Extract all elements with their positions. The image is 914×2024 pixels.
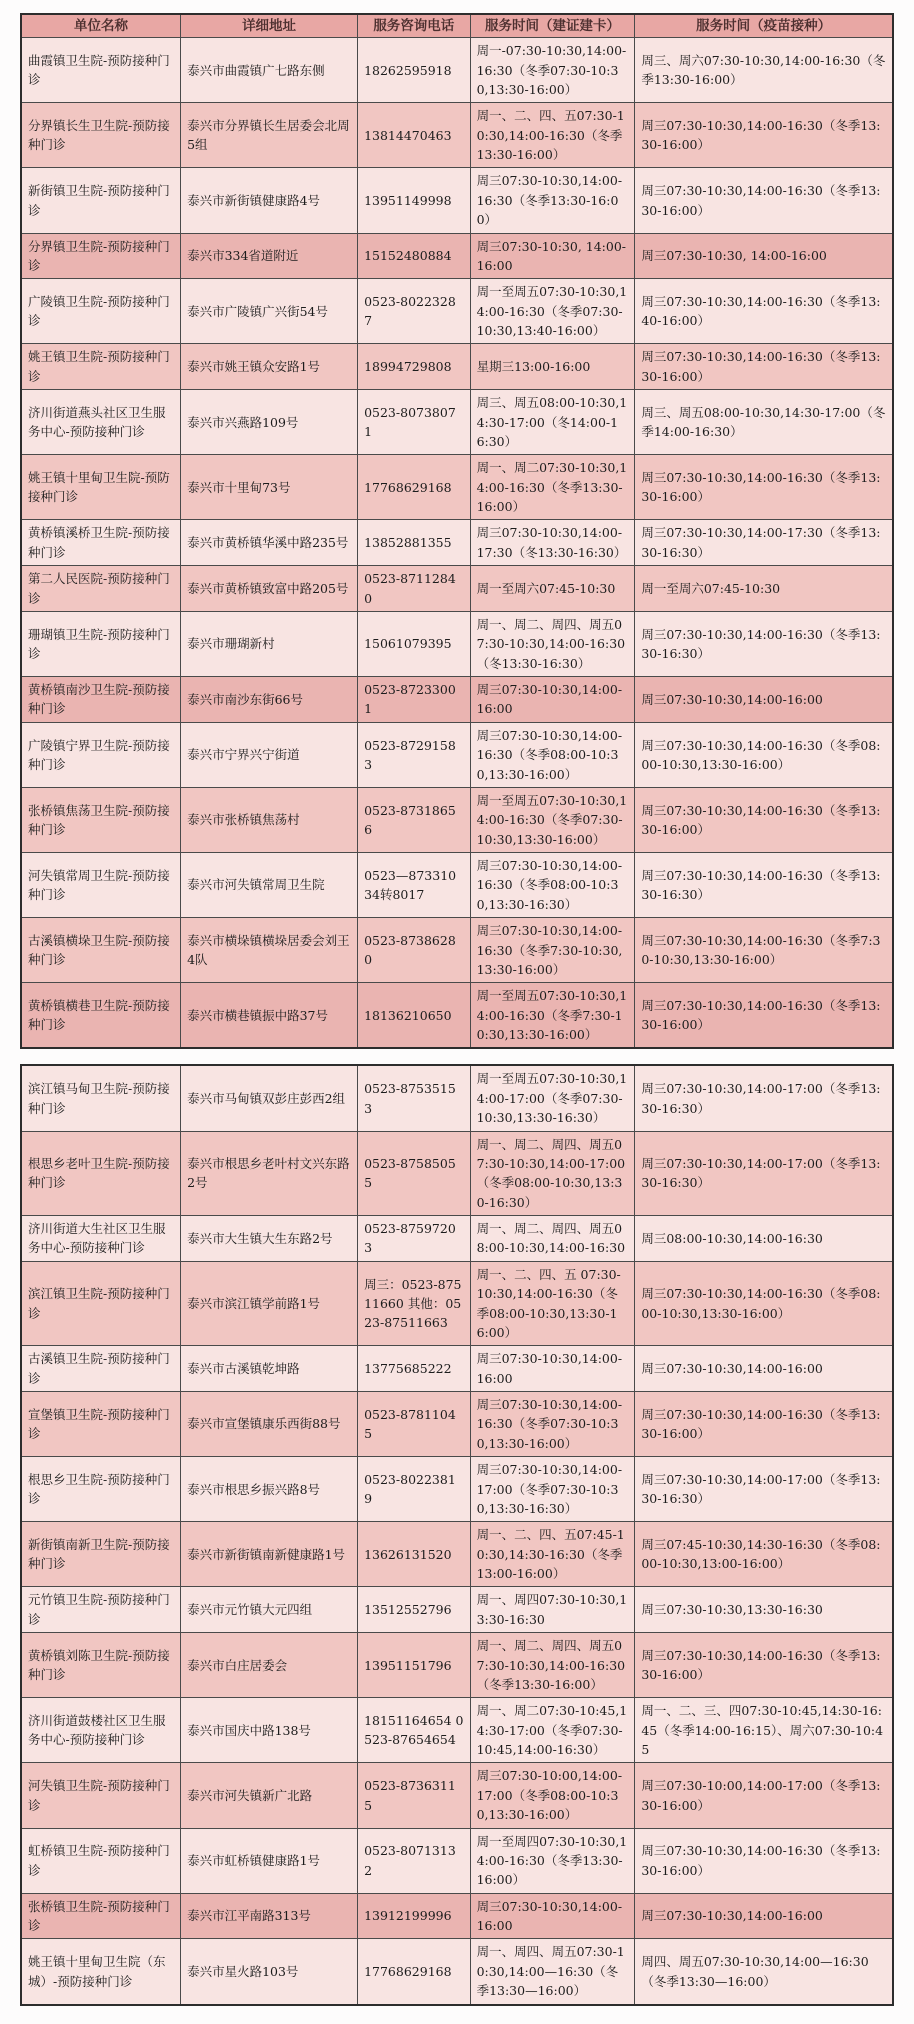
time-vaccine-cell: 周三07:30-10:30,14:00-17:00（冬季13:30-16:30） bbox=[635, 1065, 893, 1131]
phone-cell: 13512552796 bbox=[358, 1587, 470, 1633]
table-row bbox=[21, 1587, 893, 1633]
unit-name-cell: 古溪镇横垛卫生院-预防接种门诊 bbox=[21, 918, 181, 983]
address-cell: 泰兴市元竹镇大元四组 bbox=[181, 1587, 358, 1633]
time-card-cell: 周一-07:30-10:30,14:00-16:30（冬季07:30-10:30,13:30-16:00） bbox=[470, 38, 635, 103]
table-row bbox=[21, 1633, 893, 1698]
table-row bbox=[21, 1131, 893, 1216]
phone-cell: 0523-87291583 bbox=[358, 722, 470, 787]
column-header-time-card: 服务时间（建证建卡） bbox=[470, 14, 635, 38]
time-vaccine-cell: 周一至周六07:45-10:30 bbox=[635, 566, 893, 612]
address-cell: 泰兴市南沙东街66号 bbox=[181, 677, 358, 723]
time-vaccine-cell: 周三07:30-10:30,14:00-16:30（冬季08:00-10:30,13:30-16:00） bbox=[635, 722, 893, 787]
time-card-cell: 周一、周二、周四、周五07:30-10:30,14:00-16:30（冬季13:30-16:00） bbox=[470, 1633, 635, 1698]
unit-name-cell: 黄桥镇刘陈卫生院-预防接种门诊 bbox=[21, 1633, 181, 1698]
table-gap bbox=[20, 1049, 894, 1064]
time-card-cell: 周三07:30-10:30,14:00-16:30（冬季07:30-10:30,13:30-16:00） bbox=[470, 1392, 635, 1457]
time-vaccine-cell: 周三07:30-10:30, 14:00-16:00 bbox=[635, 233, 893, 279]
unit-name-cell: 河失镇卫生院-预防接种门诊 bbox=[21, 1763, 181, 1828]
clinic-table-2 bbox=[20, 1064, 894, 2005]
table-row bbox=[21, 1216, 893, 1262]
time-card-cell: 周三07:30-10:00,14:00-17:00（冬季08:00-10:30,13:30-16:00） bbox=[470, 1763, 635, 1828]
table-row bbox=[21, 677, 893, 723]
time-vaccine-cell: 周三07:30-10:30,14:00-17:00（冬季13:30-16:30） bbox=[635, 1131, 893, 1216]
table-row bbox=[21, 1457, 893, 1522]
unit-name-cell: 黄桥镇南沙卫生院-预防接种门诊 bbox=[21, 677, 181, 723]
time-card-cell: 周一、周二07:30-10:45,14:30-17:00（冬季07:30-10:45,14:00-16:30） bbox=[470, 1698, 635, 1763]
time-vaccine-cell: 周三07:30-10:30,14:00-16:00 bbox=[635, 1893, 893, 1939]
table-row bbox=[21, 1392, 893, 1457]
phone-cell: 17768629168 bbox=[358, 1939, 470, 2005]
table-row bbox=[21, 853, 893, 918]
address-cell: 泰兴市黄桥镇致富中路205号 bbox=[181, 566, 358, 612]
table-row bbox=[21, 1939, 893, 2005]
phone-cell: 13626131520 bbox=[358, 1522, 470, 1587]
phone-cell: 0523-87386280 bbox=[358, 918, 470, 983]
table-header-row bbox=[21, 14, 893, 38]
phone-cell: 0523-80713132 bbox=[358, 1828, 470, 1893]
address-cell: 泰兴市新街镇健康路4号 bbox=[181, 168, 358, 233]
unit-name-cell: 根思乡老叶卫生院-预防接种门诊 bbox=[21, 1131, 181, 1216]
table-row bbox=[21, 520, 893, 566]
address-cell: 泰兴市334省道附近 bbox=[181, 233, 358, 279]
address-cell: 泰兴市横巷镇振中路37号 bbox=[181, 983, 358, 1049]
column-header-address: 详细地址 bbox=[181, 14, 358, 38]
table-row bbox=[21, 1065, 893, 1131]
address-cell: 泰兴市张桥镇焦荡村 bbox=[181, 787, 358, 852]
time-vaccine-cell: 周三07:30-10:30,14:00-17:00（冬季13:30-16:30） bbox=[635, 1457, 893, 1522]
unit-name-cell: 曲霞镇卫生院-预防接种门诊 bbox=[21, 38, 181, 103]
address-cell: 泰兴市根思乡老叶村文兴东路2号 bbox=[181, 1131, 358, 1216]
phone-cell: 15152480884 bbox=[358, 233, 470, 279]
time-card-cell: 周三07:30-10:30,14:00-16:00 bbox=[470, 677, 635, 723]
address-cell: 泰兴市十里甸73号 bbox=[181, 455, 358, 520]
table-row bbox=[21, 611, 893, 676]
address-cell: 泰兴市河失镇常周卫生院 bbox=[181, 853, 358, 918]
address-cell: 泰兴市白庄居委会 bbox=[181, 1633, 358, 1698]
table-row bbox=[21, 168, 893, 233]
phone-cell: 13951151796 bbox=[358, 1633, 470, 1698]
phone-cell: 0523-80223287 bbox=[358, 279, 470, 344]
time-vaccine-cell: 周一、二、三、四07:30-10:45,14:30-16:45（冬季14:00-16:15）、周六07:30-10:45 bbox=[635, 1698, 893, 1763]
address-cell: 泰兴市广陵镇广兴街54号 bbox=[181, 279, 358, 344]
unit-name-cell: 新街镇卫生院-预防接种门诊 bbox=[21, 168, 181, 233]
phone-cell: 13814470463 bbox=[358, 103, 470, 168]
column-header-unit-name: 单位名称 bbox=[21, 14, 181, 38]
unit-name-cell: 济川街道大生社区卫生服务中心-预防接种门诊 bbox=[21, 1216, 181, 1262]
time-vaccine-cell: 周四、周五07:30-10:30,14:00—16:30（冬季13:30—16:00） bbox=[635, 1939, 893, 2005]
time-vaccine-cell: 周三07:30-10:30,14:00-16:30（冬季13:30-16:00） bbox=[635, 455, 893, 520]
unit-name-cell: 元竹镇卫生院-预防接种门诊 bbox=[21, 1587, 181, 1633]
table-row bbox=[21, 1261, 893, 1346]
time-vaccine-cell: 周三07:30-10:00,14:00-17:00（冬季13:30-16:00） bbox=[635, 1763, 893, 1828]
unit-name-cell: 济川街道燕头社区卫生服务中心-预防接种门诊 bbox=[21, 390, 181, 455]
time-vaccine-cell: 周三07:30-10:30,14:00-16:30（冬季13:30-16:00） bbox=[635, 1828, 893, 1893]
time-vaccine-cell: 周三、周六07:30-10:30,14:00-16:30（冬季13:30-16:00） bbox=[635, 38, 893, 103]
phone-cell: 周三：0523-87511660 其他：0523-87511663 bbox=[358, 1261, 470, 1346]
table-row bbox=[21, 1522, 893, 1587]
column-header-time-vaccine: 服务时间（疫苗接种） bbox=[635, 14, 893, 38]
time-card-cell: 周三07:30-10:30,14:00-16:30（冬季08:00-10:30,13:30-16:00） bbox=[470, 722, 635, 787]
phone-cell: 18994729808 bbox=[358, 344, 470, 390]
time-card-cell: 周一、周四07:30-10:30,13:30-16:30 bbox=[470, 1587, 635, 1633]
phone-cell: 13951149998 bbox=[358, 168, 470, 233]
address-cell: 泰兴市黄桥镇华溪中路235号 bbox=[181, 520, 358, 566]
address-cell: 泰兴市古溪镇乾坤路 bbox=[181, 1346, 358, 1392]
time-card-cell: 周一、二、四、五07:30-10:30,14:00-16:30（冬季13:30-16:00） bbox=[470, 103, 635, 168]
table-row bbox=[21, 722, 893, 787]
phone-cell: 0523-87597203 bbox=[358, 1216, 470, 1262]
time-vaccine-cell: 周三07:30-10:30,14:00-16:30（冬季13:30-16:00） bbox=[635, 1633, 893, 1698]
unit-name-cell: 第二人民医院-预防接种门诊 bbox=[21, 566, 181, 612]
phone-cell: 17768629168 bbox=[358, 455, 470, 520]
phone-cell: 0523-87318656 bbox=[358, 787, 470, 852]
time-vaccine-cell: 周三07:30-10:30,14:00-16:30（冬季13:30-16:30） bbox=[635, 611, 893, 676]
address-cell: 泰兴市河失镇新广北路 bbox=[181, 1763, 358, 1828]
phone-cell: 0523-87233001 bbox=[358, 677, 470, 723]
time-card-cell: 周三07:30-10:30,14:00-17:30（冬13:30-16:30） bbox=[470, 520, 635, 566]
unit-name-cell: 姚王镇卫生院-预防接种门诊 bbox=[21, 344, 181, 390]
table-row bbox=[21, 983, 893, 1049]
table-row bbox=[21, 918, 893, 983]
time-vaccine-cell: 周三07:30-10:30,14:00-16:00 bbox=[635, 677, 893, 723]
table-row bbox=[21, 566, 893, 612]
unit-name-cell: 张桥镇卫生院-预防接种门诊 bbox=[21, 1893, 181, 1939]
unit-name-cell: 黄桥镇溪桥卫生院-预防接种门诊 bbox=[21, 520, 181, 566]
time-card-cell: 星期三13:00-16:00 bbox=[470, 344, 635, 390]
time-card-cell: 周三07:30-10:30,14:00-16:30（冬季08:00-10:30,13:30-16:30） bbox=[470, 853, 635, 918]
address-cell: 泰兴市星火路103号 bbox=[181, 1939, 358, 2005]
address-cell: 泰兴市滨江镇学前路1号 bbox=[181, 1261, 358, 1346]
unit-name-cell: 姚王镇十里甸卫生院（东城）-预防接种门诊 bbox=[21, 1939, 181, 2005]
unit-name-cell: 分界镇长生卫生院-预防接种门诊 bbox=[21, 103, 181, 168]
phone-cell: 0523-87112840 bbox=[358, 566, 470, 612]
time-vaccine-cell: 周三07:30-10:30,14:00-16:30（冬季13:30-16:00） bbox=[635, 787, 893, 852]
time-card-cell: 周三、周五08:00-10:30,14:30-17:00（冬14:00-16:30） bbox=[470, 390, 635, 455]
time-card-cell: 周三07:30-10:30,14:00-17:00（冬季07:30-10:30,13:30-16:30） bbox=[470, 1457, 635, 1522]
column-header-phone: 服务咨询电话 bbox=[358, 14, 470, 38]
phone-cell: 13775685222 bbox=[358, 1346, 470, 1392]
unit-name-cell: 广陵镇卫生院-预防接种门诊 bbox=[21, 279, 181, 344]
time-card-cell: 周三07:30-10:30,14:00-16:30（冬季13:30-16:00） bbox=[470, 168, 635, 233]
unit-name-cell: 分界镇卫生院-预防接种门诊 bbox=[21, 233, 181, 279]
time-card-cell: 周一、周二、周四、周五07:30-10:30,14:00-17:00（冬季08:00-10:30,13:30-16:30） bbox=[470, 1131, 635, 1216]
unit-name-cell: 河失镇常周卫生院-预防接种门诊 bbox=[21, 853, 181, 918]
table-row bbox=[21, 1893, 893, 1939]
phone-cell: 0523-87363115 bbox=[358, 1763, 470, 1828]
time-vaccine-cell: 周三08:00-10:30,14:00-16:30 bbox=[635, 1216, 893, 1262]
address-cell: 泰兴市珊瑚新村 bbox=[181, 611, 358, 676]
time-card-cell: 周一至周五07:30-10:30,14:00-16:30（冬季7:30-10:30,13:30-16:00） bbox=[470, 983, 635, 1049]
address-cell: 泰兴市曲霞镇广七路东侧 bbox=[181, 38, 358, 103]
address-cell: 泰兴市姚王镇众安路1号 bbox=[181, 344, 358, 390]
address-cell: 泰兴市新街镇南新健康路1号 bbox=[181, 1522, 358, 1587]
phone-cell: 0523-87585055 bbox=[358, 1131, 470, 1216]
phone-cell: 15061079395 bbox=[358, 611, 470, 676]
time-vaccine-cell: 周三07:30-10:30,14:00-16:30（冬季13:30-16:00） bbox=[635, 344, 893, 390]
phone-cell: 0523-80738071 bbox=[358, 390, 470, 455]
address-cell: 泰兴市江平南路313号 bbox=[181, 1893, 358, 1939]
time-card-cell: 周一至周五07:30-10:30,14:00-16:30（冬季07:30-10:30,13:40-16:00） bbox=[470, 279, 635, 344]
phone-cell: 18262595918 bbox=[358, 38, 470, 103]
time-vaccine-cell: 周三07:30-10:30,14:00-16:30（冬季13:30-16:00） bbox=[635, 168, 893, 233]
address-cell: 泰兴市根思乡振兴路8号 bbox=[181, 1457, 358, 1522]
time-vaccine-cell: 周三07:30-10:30,14:00-16:30（冬季13:30-16:00） bbox=[635, 103, 893, 168]
unit-name-cell: 古溪镇卫生院-预防接种门诊 bbox=[21, 1346, 181, 1392]
time-vaccine-cell: 周三07:30-10:30,14:00-16:30（冬季08:00-10:30,13:30-16:00） bbox=[635, 1261, 893, 1346]
time-vaccine-cell: 周三、周五08:00-10:30,14:30-17:00（冬季14:00-16:30） bbox=[635, 390, 893, 455]
phone-cell: 18151164654 0523-87654654 bbox=[358, 1698, 470, 1763]
unit-name-cell: 虹桥镇卫生院-预防接种门诊 bbox=[21, 1828, 181, 1893]
time-card-cell: 周一至周四07:30-10:30,14:00-16:30（冬季13:30-16:00） bbox=[470, 1828, 635, 1893]
address-cell: 泰兴市横垛镇横垛居委会刘王4队 bbox=[181, 918, 358, 983]
unit-name-cell: 广陵镇宁界卫生院-预防接种门诊 bbox=[21, 722, 181, 787]
time-card-cell: 周三07:30-10:30,14:00-16:00 bbox=[470, 1893, 635, 1939]
time-vaccine-cell: 周三07:30-10:30,14:00-16:30（冬季7:30-10:30,13:30-16:00） bbox=[635, 918, 893, 983]
time-vaccine-cell: 周三07:30-10:30,14:00-16:30（冬季13:40-16:00） bbox=[635, 279, 893, 344]
time-card-cell: 周一至周五07:30-10:30,14:00-16:30（冬季07:30-10:30,13:30-16:00） bbox=[470, 787, 635, 852]
time-card-cell: 周一、二、四、五07:45-10:30,14:30-16:30（冬季13:00-16:00） bbox=[470, 1522, 635, 1587]
time-card-cell: 周一、周二、周四、周五08:00-10:30,14:00-16:30 bbox=[470, 1216, 635, 1262]
unit-name-cell: 张桥镇焦荡卫生院-预防接种门诊 bbox=[21, 787, 181, 852]
time-card-cell: 周一至周五07:30-10:30,14:00-17:00（冬季07:30-10:30,13:30-16:30） bbox=[470, 1065, 635, 1131]
phone-cell: 0523—87331034转8017 bbox=[358, 853, 470, 918]
address-cell: 泰兴市虹桥镇健康路1号 bbox=[181, 1828, 358, 1893]
unit-name-cell: 珊瑚镇卫生院-预防接种门诊 bbox=[21, 611, 181, 676]
address-cell: 泰兴市分界镇长生居委会北周5组 bbox=[181, 103, 358, 168]
time-card-cell: 周三07:30-10:30, 14:00-16:00 bbox=[470, 233, 635, 279]
time-vaccine-cell: 周三07:30-10:30,13:30-16:30 bbox=[635, 1587, 893, 1633]
phone-cell: 0523-87811045 bbox=[358, 1392, 470, 1457]
address-cell: 泰兴市宣堡镇康乐西街88号 bbox=[181, 1392, 358, 1457]
time-vaccine-cell: 周三07:30-10:30,14:00-16:30（冬季13:30-16:00） bbox=[635, 1392, 893, 1457]
table-row bbox=[21, 1698, 893, 1763]
address-cell: 泰兴市马甸镇双彭庄彭西2组 bbox=[181, 1065, 358, 1131]
clinic-table-1 bbox=[20, 13, 894, 1049]
table-row bbox=[21, 38, 893, 103]
address-cell: 泰兴市宁界兴宁街道 bbox=[181, 722, 358, 787]
phone-cell: 13912199996 bbox=[358, 1893, 470, 1939]
table-row bbox=[21, 390, 893, 455]
time-vaccine-cell: 周三07:45-10:30,14:30-16:30（冬季08:00-10:30,13:00-16:00） bbox=[635, 1522, 893, 1587]
unit-name-cell: 姚王镇十里甸卫生院-预防接种门诊 bbox=[21, 455, 181, 520]
time-vaccine-cell: 周三07:30-10:30,14:00-17:30（冬季13:30-16:30） bbox=[635, 520, 893, 566]
phone-cell: 0523-80223819 bbox=[358, 1457, 470, 1522]
address-cell: 泰兴市大生镇大生东路2号 bbox=[181, 1216, 358, 1262]
table-row bbox=[21, 1346, 893, 1392]
time-vaccine-cell: 周三07:30-10:30,14:00-16:00 bbox=[635, 1346, 893, 1392]
unit-name-cell: 根思乡卫生院-预防接种门诊 bbox=[21, 1457, 181, 1522]
time-card-cell: 周一、周二、周四、周五07:30-10:30,14:00-16:30（冬13:30-16:30） bbox=[470, 611, 635, 676]
table-row bbox=[21, 233, 893, 279]
time-card-cell: 周一、二、四、五 07:30-10:30,14:00-16:30（冬季08:00-10:30,13:30-16:00） bbox=[470, 1261, 635, 1346]
address-cell: 泰兴市兴燕路109号 bbox=[181, 390, 358, 455]
unit-name-cell: 宣堡镇卫生院-预防接种门诊 bbox=[21, 1392, 181, 1457]
unit-name-cell: 新街镇南新卫生院-预防接种门诊 bbox=[21, 1522, 181, 1587]
table-row bbox=[21, 344, 893, 390]
phone-cell: 0523-87535153 bbox=[358, 1065, 470, 1131]
table-row bbox=[21, 279, 893, 344]
table-row bbox=[21, 1828, 893, 1893]
unit-name-cell: 济川街道鼓楼社区卫生服务中心-预防接种门诊 bbox=[21, 1698, 181, 1763]
phone-cell: 13852881355 bbox=[358, 520, 470, 566]
phone-cell: 18136210650 bbox=[358, 983, 470, 1049]
time-card-cell: 周一、周二07:30-10:30,14:00-16:30（冬季13:30-16:00） bbox=[470, 455, 635, 520]
table-row bbox=[21, 103, 893, 168]
time-card-cell: 周一、周四、周五07:30-10:30,14:00—16:30（冬季13:30—16:00） bbox=[470, 1939, 635, 2005]
time-card-cell: 周三07:30-10:30,14:00-16:00 bbox=[470, 1346, 635, 1392]
time-vaccine-cell: 周三07:30-10:30,14:00-16:30（冬季13:30-16:30） bbox=[635, 853, 893, 918]
unit-name-cell: 滨江镇马甸卫生院-预防接种门诊 bbox=[21, 1065, 181, 1131]
time-vaccine-cell: 周三07:30-10:30,14:00-16:30（冬季13:30-16:00） bbox=[635, 983, 893, 1049]
time-card-cell: 周一至周六07:45-10:30 bbox=[470, 566, 635, 612]
time-card-cell: 周三07:30-10:30,14:00-16:30（冬季7:30-10:30,13:30-16:00） bbox=[470, 918, 635, 983]
unit-name-cell: 滨江镇卫生院-预防接种门诊 bbox=[21, 1261, 181, 1346]
unit-name-cell: 黄桥镇横巷卫生院-预防接种门诊 bbox=[21, 983, 181, 1049]
table-row bbox=[21, 1763, 893, 1828]
address-cell: 泰兴市国庆中路138号 bbox=[181, 1698, 358, 1763]
table-row bbox=[21, 455, 893, 520]
table-row bbox=[21, 787, 893, 852]
